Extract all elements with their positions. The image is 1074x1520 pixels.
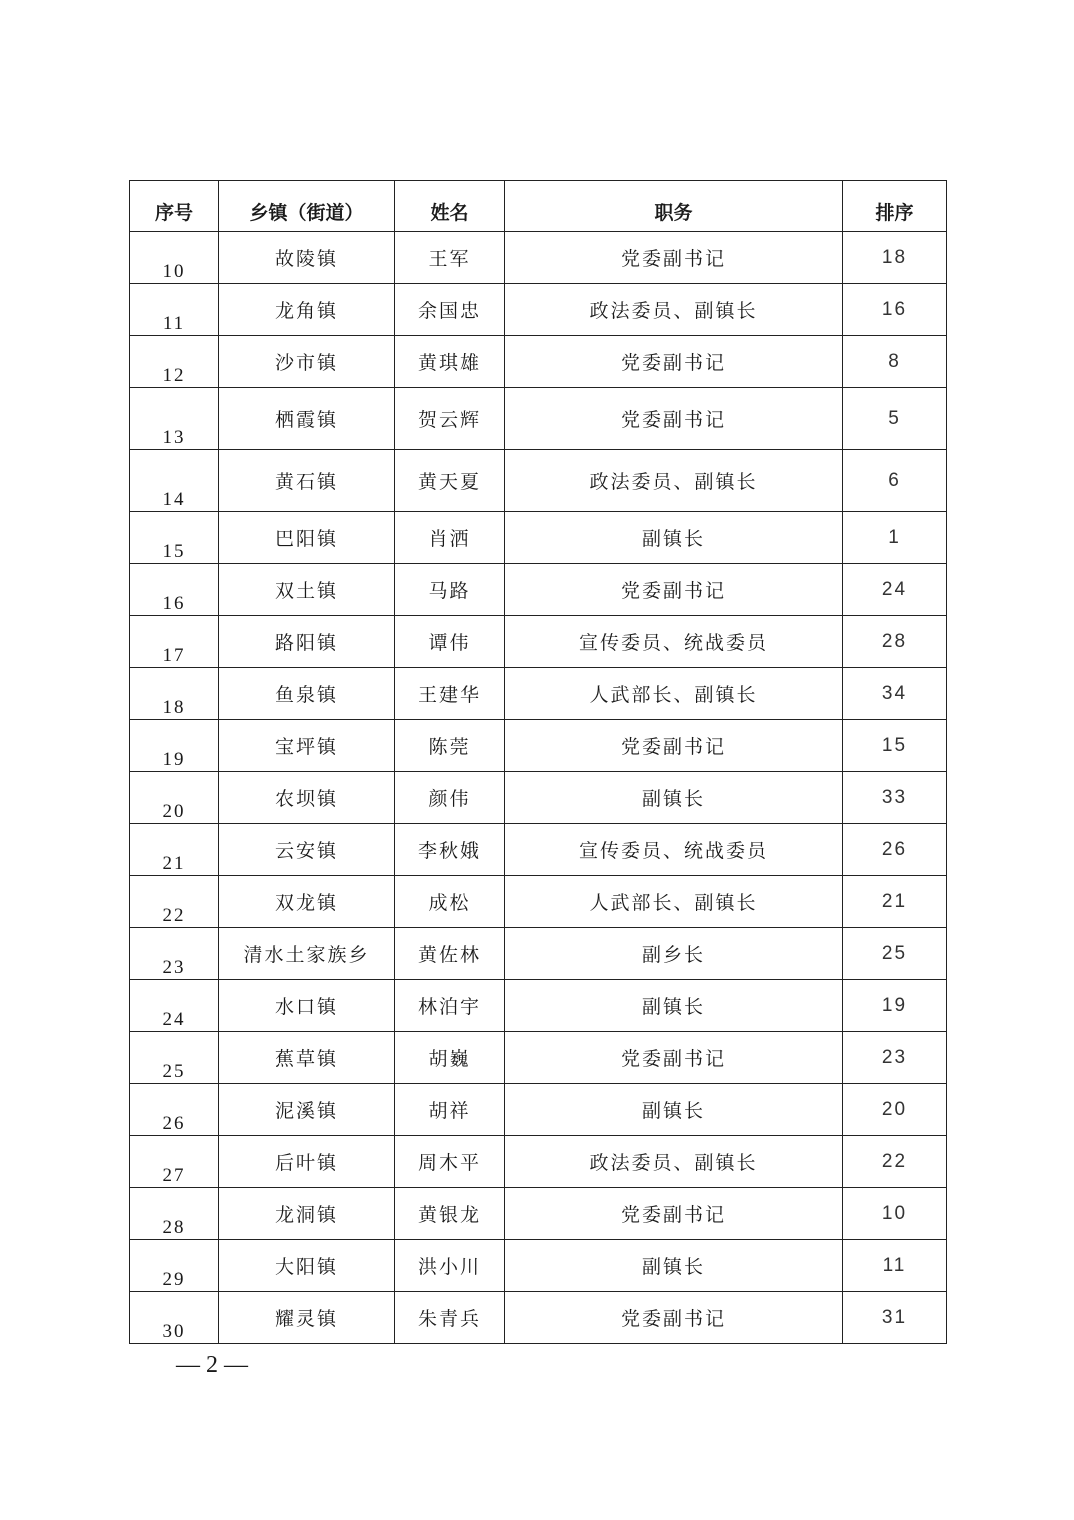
name-cell: 朱青兵 (395, 1292, 505, 1344)
name-cell: 陈莞 (395, 720, 505, 772)
seq-cell: 24 (130, 980, 219, 1032)
town-cell: 宝坪镇 (219, 720, 395, 772)
table-row (130, 1240, 947, 1292)
name-cell: 王建华 (395, 668, 505, 720)
seq-cell: 29 (130, 1240, 219, 1292)
table-row (130, 980, 947, 1032)
name-cell: 谭伟 (395, 616, 505, 668)
table-row (130, 1136, 947, 1188)
table-row (130, 824, 947, 876)
rank-cell: 33 (843, 772, 947, 824)
post-cell: 党委副书记 (505, 1292, 843, 1344)
town-cell: 水口镇 (219, 980, 395, 1032)
table-row (130, 1084, 947, 1136)
seq-cell: 10 (130, 232, 219, 284)
table-row (130, 1188, 947, 1240)
seq-cell: 12 (130, 336, 219, 388)
seq-cell: 16 (130, 564, 219, 616)
name-cell: 黄天夏 (395, 450, 505, 512)
rank-cell: 20 (843, 1084, 947, 1136)
name-cell: 周木平 (395, 1136, 505, 1188)
header-seq: 序号 (130, 181, 219, 232)
rank-cell: 19 (843, 980, 947, 1032)
rank-cell: 22 (843, 1136, 947, 1188)
name-cell: 颜伟 (395, 772, 505, 824)
table-row (130, 668, 947, 720)
roster-table (129, 180, 947, 1344)
name-cell: 成松 (395, 876, 505, 928)
name-cell: 黄银龙 (395, 1188, 505, 1240)
town-cell: 云安镇 (219, 824, 395, 876)
name-cell: 黄琪雄 (395, 336, 505, 388)
rank-cell: 6 (843, 450, 947, 512)
town-cell: 耀灵镇 (219, 1292, 395, 1344)
seq-cell: 26 (130, 1084, 219, 1136)
town-cell: 大阳镇 (219, 1240, 395, 1292)
table-row (130, 720, 947, 772)
page-number: — 2 — (176, 1352, 248, 1378)
post-cell: 党委副书记 (505, 232, 843, 284)
seq-cell: 15 (130, 512, 219, 564)
post-cell: 政法委员、副镇长 (505, 450, 843, 512)
rank-cell: 34 (843, 668, 947, 720)
seq-cell: 19 (130, 720, 219, 772)
table-row (130, 772, 947, 824)
post-cell: 党委副书记 (505, 1032, 843, 1084)
rank-cell: 5 (843, 388, 947, 450)
table-row (130, 876, 947, 928)
table-row (130, 616, 947, 668)
post-cell: 副镇长 (505, 980, 843, 1032)
town-cell: 双龙镇 (219, 876, 395, 928)
seq-cell: 17 (130, 616, 219, 668)
town-cell: 龙洞镇 (219, 1188, 395, 1240)
name-cell: 胡巍 (395, 1032, 505, 1084)
town-cell: 农坝镇 (219, 772, 395, 824)
header-name: 姓名 (395, 181, 505, 232)
name-cell: 胡祥 (395, 1084, 505, 1136)
rank-cell: 16 (843, 284, 947, 336)
table-row (130, 512, 947, 564)
table-row (130, 450, 947, 512)
seq-cell: 14 (130, 450, 219, 512)
town-cell: 路阳镇 (219, 616, 395, 668)
town-cell: 故陵镇 (219, 232, 395, 284)
seq-cell: 18 (130, 668, 219, 720)
name-cell: 黄佐林 (395, 928, 505, 980)
table-row (130, 1292, 947, 1344)
post-cell: 党委副书记 (505, 336, 843, 388)
seq-cell: 13 (130, 388, 219, 450)
seq-cell: 20 (130, 772, 219, 824)
seq-cell: 23 (130, 928, 219, 980)
rank-cell: 31 (843, 1292, 947, 1344)
post-cell: 副乡长 (505, 928, 843, 980)
table-row (130, 336, 947, 388)
table-row (130, 1032, 947, 1084)
rank-cell: 1 (843, 512, 947, 564)
name-cell: 贺云辉 (395, 388, 505, 450)
rank-cell: 25 (843, 928, 947, 980)
seq-cell: 25 (130, 1032, 219, 1084)
town-cell: 后叶镇 (219, 1136, 395, 1188)
post-cell: 宣传委员、统战委员 (505, 616, 843, 668)
town-cell: 巴阳镇 (219, 512, 395, 564)
name-cell: 洪小川 (395, 1240, 505, 1292)
seq-cell: 21 (130, 824, 219, 876)
seq-cell: 22 (130, 876, 219, 928)
rank-cell: 28 (843, 616, 947, 668)
header-town: 乡镇（街道） (219, 181, 395, 232)
seq-cell: 27 (130, 1136, 219, 1188)
town-cell: 清水土家族乡 (219, 928, 395, 980)
seq-cell: 28 (130, 1188, 219, 1240)
table-row (130, 388, 947, 450)
town-cell: 栖霞镇 (219, 388, 395, 450)
post-cell: 宣传委员、统战委员 (505, 824, 843, 876)
post-cell: 党委副书记 (505, 1188, 843, 1240)
post-cell: 副镇长 (505, 772, 843, 824)
header-post: 职务 (505, 181, 843, 232)
rank-cell: 23 (843, 1032, 947, 1084)
post-cell: 政法委员、副镇长 (505, 284, 843, 336)
post-cell: 人武部长、副镇长 (505, 876, 843, 928)
post-cell: 政法委员、副镇长 (505, 1136, 843, 1188)
post-cell: 副镇长 (505, 1084, 843, 1136)
rank-cell: 11 (843, 1240, 947, 1292)
post-cell: 党委副书记 (505, 388, 843, 450)
town-cell: 鱼泉镇 (219, 668, 395, 720)
table-header-row (130, 181, 947, 232)
name-cell: 肖洒 (395, 512, 505, 564)
rank-cell: 26 (843, 824, 947, 876)
rank-cell: 18 (843, 232, 947, 284)
name-cell: 李秋娥 (395, 824, 505, 876)
seq-cell: 11 (130, 284, 219, 336)
table-body (130, 232, 947, 1344)
rank-cell: 10 (843, 1188, 947, 1240)
town-cell: 双土镇 (219, 564, 395, 616)
rank-cell: 15 (843, 720, 947, 772)
town-cell: 黄石镇 (219, 450, 395, 512)
name-cell: 马路 (395, 564, 505, 616)
name-cell: 王军 (395, 232, 505, 284)
seq-cell: 30 (130, 1292, 219, 1344)
post-cell: 副镇长 (505, 1240, 843, 1292)
header-rank: 排序 (843, 181, 947, 232)
post-cell: 党委副书记 (505, 720, 843, 772)
post-cell: 人武部长、副镇长 (505, 668, 843, 720)
town-cell: 蕉草镇 (219, 1032, 395, 1084)
post-cell: 党委副书记 (505, 564, 843, 616)
rank-cell: 24 (843, 564, 947, 616)
name-cell: 余国忠 (395, 284, 505, 336)
town-cell: 龙角镇 (219, 284, 395, 336)
rank-cell: 21 (843, 876, 947, 928)
name-cell: 林泊宇 (395, 980, 505, 1032)
town-cell: 泥溪镇 (219, 1084, 395, 1136)
table-row (130, 284, 947, 336)
table-row (130, 564, 947, 616)
post-cell: 副镇长 (505, 512, 843, 564)
town-cell: 沙市镇 (219, 336, 395, 388)
table-row (130, 232, 947, 284)
rank-cell: 8 (843, 336, 947, 388)
table-row (130, 928, 947, 980)
